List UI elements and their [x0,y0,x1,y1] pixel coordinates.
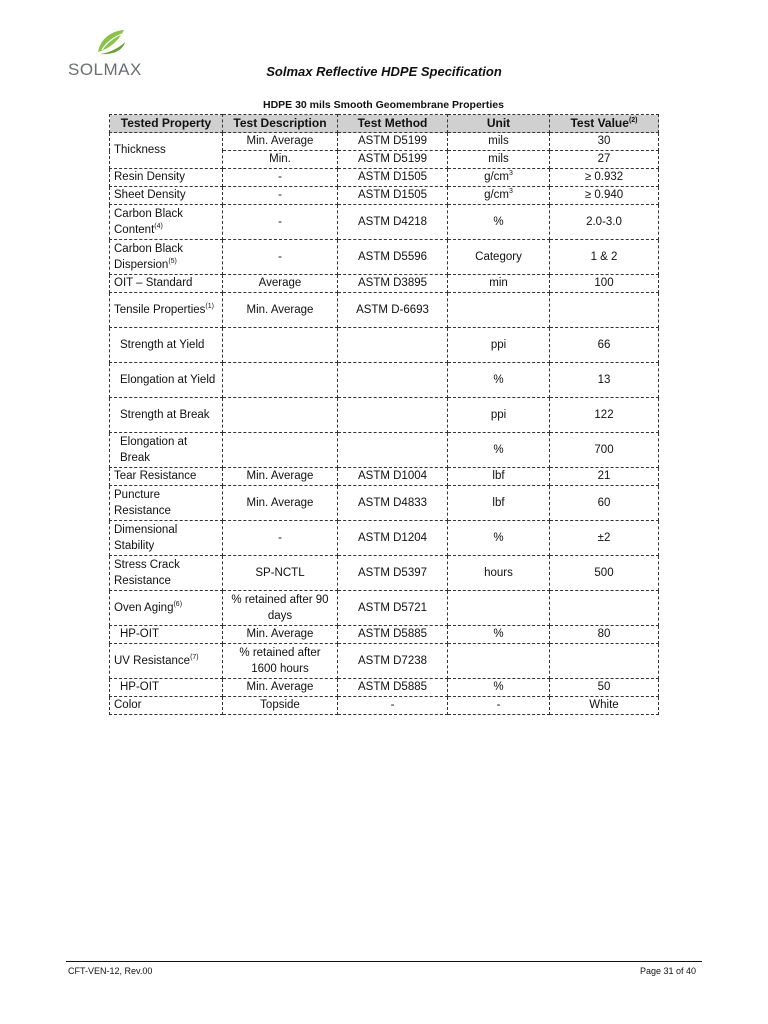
cell-unit: $g/cm^3$ [448,169,550,187]
table-row [110,697,659,715]
cell-method [338,398,448,433]
cell-unit: % [448,205,550,240]
cell-description: Min. Average [223,626,338,644]
cell-property: Elongation at Yield [110,363,223,398]
cell-method: ASTM D4218 [338,205,448,240]
cell-value: 50 [550,679,659,697]
cell-value: White [550,697,659,715]
cell-value: 80 [550,626,659,644]
cell-method: ASTM D3895 [338,275,448,293]
cell-property: Sheet Density [110,187,223,205]
cell-property: Tensile Properties$^{(1)}$ [110,293,223,328]
cell-description: Min. Average [223,486,338,521]
cell-description: Min. Average [223,293,338,328]
cell-value [550,293,659,328]
cell-property: UV Resistance$^{(7)}$ [110,644,223,679]
cell-method: - [338,697,448,715]
table-row [110,521,659,556]
cell-description [223,433,338,468]
properties-table [109,114,659,715]
cell-unit: ppi [448,328,550,363]
table-row [110,626,659,644]
cell-description: Topside [223,697,338,715]
table-row [110,133,659,151]
table-row [110,556,659,591]
table-row [110,169,659,187]
cell-method: ASTM D1505 [338,169,448,187]
table-row [110,591,659,626]
cell-description: Min. [223,151,338,169]
cell-description: % retained after 90 days [223,591,338,626]
table-row [110,679,659,697]
cell-unit: $g/cm^3$ [448,187,550,205]
cell-property: Thickness [110,133,223,169]
cell-value: 66 [550,328,659,363]
cell-method: ASTM D5596 [338,240,448,275]
cell-value: 27 [550,151,659,169]
footer-divider [66,961,702,962]
cell-description: - [223,169,338,187]
cell-description: - [223,240,338,275]
cell-description [223,328,338,363]
cell-value: 2.0-3.0 [550,205,659,240]
cell-unit: % [448,363,550,398]
table-row [110,187,659,205]
cell-unit: % [448,521,550,556]
table-header-row [110,115,659,133]
cell-unit: ppi [448,398,550,433]
cell-value: 1 & 2 [550,240,659,275]
cell-method: ASTM D1204 [338,521,448,556]
document-reference: CFT-VEN-12, Rev.00 [68,966,153,976]
cell-unit: hours [448,556,550,591]
cell-unit: % [448,679,550,697]
cell-property: Resin Density [110,169,223,187]
cell-value: 30 [550,133,659,151]
column-header: Test Description [223,115,338,133]
solmax-leaf-icon [96,28,126,56]
cell-method [338,328,448,363]
cell-value: 13 [550,363,659,398]
cell-unit: % [448,626,550,644]
table-row [110,328,659,363]
cell-description [223,363,338,398]
cell-value: 100 [550,275,659,293]
cell-value: 60 [550,486,659,521]
cell-method: ASTM D5397 [338,556,448,591]
cell-property: OIT – Standard [110,275,223,293]
cell-method [338,433,448,468]
table-row [110,205,659,240]
cell-property: Strength at Break [110,398,223,433]
cell-property: Puncture Resistance [110,486,223,521]
table-row [110,433,659,468]
column-header: Unit [448,115,550,133]
cell-value [550,591,659,626]
cell-method: ASTM D1004 [338,468,448,486]
cell-unit: mils [448,151,550,169]
cell-value [550,644,659,679]
cell-property: Carbon Black Content$^{(4)}$ [110,205,223,240]
document-title: Solmax Reflective HDPE Specification [266,64,502,79]
cell-method: ASTM D5885 [338,626,448,644]
cell-method: ASTM D5199 [338,151,448,169]
table-row [110,468,659,486]
table-row [110,240,659,275]
table-row [110,275,659,293]
cell-property: Carbon Black Dispersion$^{(5)}$ [110,240,223,275]
cell-method: ASTM D5199 [338,133,448,151]
cell-method: ASTM D1505 [338,187,448,205]
cell-method [338,363,448,398]
cell-method: ASTM D5721 [338,591,448,626]
cell-property: Stress Crack Resistance [110,556,223,591]
cell-description: Average [223,275,338,293]
cell-description: Min. Average [223,468,338,486]
cell-unit [448,644,550,679]
cell-description: - [223,187,338,205]
cell-unit: mils [448,133,550,151]
logo-text: SOLMAX [68,60,142,79]
cell-unit [448,591,550,626]
cell-method: ASTM D-6693 [338,293,448,328]
cell-method: ASTM D5885 [338,679,448,697]
column-header: Test Value$^{(2)}$ [550,115,659,133]
table-row [110,293,659,328]
cell-property: Dimensional Stability [110,521,223,556]
cell-property: HP-OIT [110,679,223,697]
cell-description [223,398,338,433]
cell-value: ≥ 0.932 [550,169,659,187]
cell-value: ≥ 0.940 [550,187,659,205]
cell-description: % retained after 1600 hours [223,644,338,679]
cell-description: - [223,521,338,556]
cell-description: SP-NCTL [223,556,338,591]
cell-property: HP-OIT [110,626,223,644]
cell-unit [448,293,550,328]
table-row [110,486,659,521]
cell-value: 21 [550,468,659,486]
cell-description: Min. Average [223,133,338,151]
page-number: Page 31 of 40 [639,966,696,976]
cell-property: Tear Resistance [110,468,223,486]
cell-property: Oven Aging$^{(6)}$ [110,591,223,626]
cell-value: ±2 [550,521,659,556]
cell-description: Min. Average [223,679,338,697]
table-row [110,363,659,398]
table-row [110,398,659,433]
cell-unit: % [448,433,550,468]
cell-unit: min [448,275,550,293]
cell-property: Color [110,697,223,715]
cell-value: 500 [550,556,659,591]
column-header: Tested Property [110,115,223,133]
cell-value: 122 [550,398,659,433]
cell-property: Elongation at Break [110,433,223,468]
cell-unit: Category [448,240,550,275]
table-caption: HDPE 30 mils Smooth Geomembrane Properties [263,99,504,111]
cell-method: ASTM D7238 [338,644,448,679]
cell-value: 700 [550,433,659,468]
cell-unit: lbf [448,486,550,521]
cell-unit: lbf [448,468,550,486]
cell-unit: - [448,697,550,715]
column-header: Test Method [338,115,448,133]
cell-method: ASTM D4833 [338,486,448,521]
cell-property: Strength at Yield [110,328,223,363]
cell-description: - [223,205,338,240]
table-row [110,644,659,679]
